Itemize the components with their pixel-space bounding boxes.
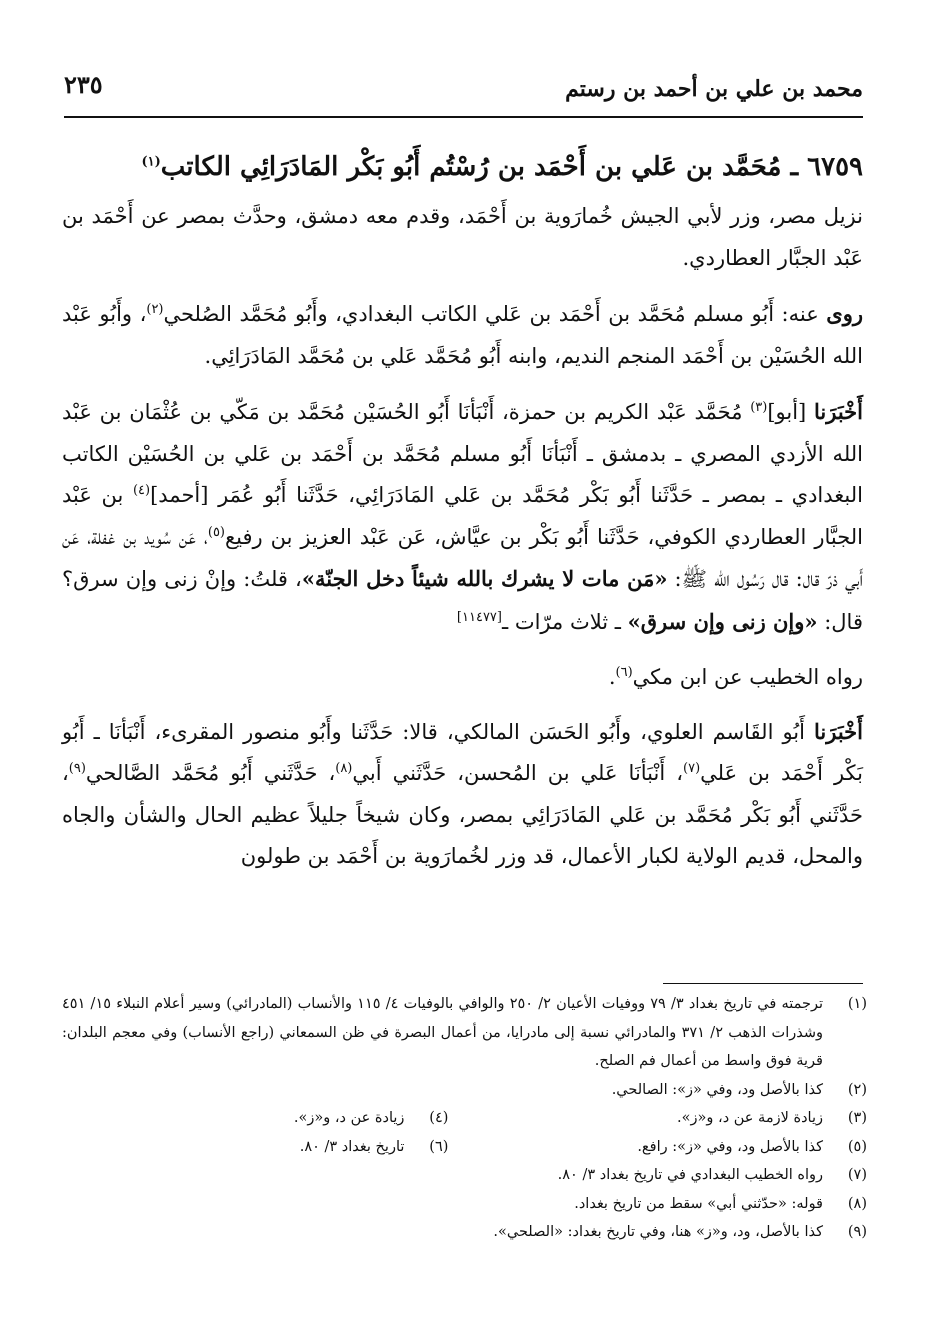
footnote-text: تاريخ بغداد ٣/ ٨٠. bbox=[299, 1138, 405, 1155]
text-segment: مُحَمَّد عَبْد الكريم بن حمزة، أَنْبَأنَا أَبُو الحُسَيْن مُحَمَّد بن مَكّي بن عُثْمَان بن عَبْد الله الأزدي المصري ـ بدمشق ـ أَنْبَأنَا أَبُو مسلم مُحَمَّد بن أَحْمَد بن عَلي بن الحُسَيْن الكاتب البغدادي ـ بمصر ـ حَدَّثَنا أَبُو بَكْر مُحَمَّد بن عَلي المَادَرَائِي، حَدَّثَنا أَبُو عُمَر [أحمد] bbox=[62, 400, 863, 507]
footnote-marker: (٥) bbox=[207, 524, 225, 540]
hadith-text: «مَن مات لا يشرك بالله شيئاً دخل الجنّة» bbox=[301, 566, 668, 591]
keyword-akhbarana: أَخْبَرَنا bbox=[814, 399, 863, 424]
keyword-akhbarana: أَخْبَرَنا bbox=[814, 718, 863, 744]
footnote-item bbox=[62, 1190, 867, 1219]
footnote-marker: (٢) bbox=[146, 302, 164, 317]
footnote-pair bbox=[62, 1133, 867, 1162]
footnote-text: كذا بالأصل ود، وفي «ز»: الصالحي. bbox=[611, 1081, 823, 1098]
footnote-number: (٦) bbox=[429, 1138, 449, 1155]
footnote-number: (٢) bbox=[847, 1081, 867, 1098]
footnote-text: كذا بالأصل، ود، و«ز» هنا، وفي تاريخ بغداد: «الصلحي». bbox=[493, 1224, 823, 1240]
text-segment: بن عَبْد الجبَّار العطاردي الكوفي، حَدَّثَنا أَبُو بَكْر بن عيَّاش، عَن عَبْد العزيز بن رفيع bbox=[62, 483, 864, 549]
footnote-number: (٣) bbox=[847, 1110, 867, 1126]
footnote-item bbox=[62, 990, 867, 1076]
footnote-number: (٧) bbox=[847, 1167, 867, 1183]
text-segment: ، أَنْبَأنَا عَلي بن المُحسن، حَدَّثَني أَبي bbox=[352, 761, 683, 785]
paragraph-riwaya: رواه الخطيب عن ابن مكي$^{(٦)}$. bbox=[608, 665, 863, 689]
footnote-number: (٤) bbox=[429, 1110, 449, 1126]
keyword-rawa: روى bbox=[826, 301, 863, 326]
footnote-number: (٥) bbox=[847, 1138, 867, 1155]
footnote-marker: (٣) bbox=[750, 400, 768, 415]
text-segment: رواه الخطيب عن ابن مكي bbox=[632, 665, 863, 689]
footnote-text: قوله: «حدّثني أبي» سقط من تاريخ بغداد. bbox=[574, 1195, 823, 1212]
main-text bbox=[62, 138, 863, 892]
footnote-marker: (٨) bbox=[335, 761, 353, 776]
footnote-text: زيادة لازمة عن د، و«ز». bbox=[677, 1110, 823, 1126]
footnote-item bbox=[62, 1133, 448, 1162]
footnote-item bbox=[62, 1161, 867, 1190]
header-rule bbox=[64, 116, 863, 118]
footnote-number: (٩) bbox=[847, 1224, 867, 1240]
paragraph-narrators bbox=[62, 293, 863, 377]
footnotes bbox=[62, 990, 867, 1247]
footnote-rule bbox=[663, 983, 863, 984]
footnote-marker: (٤) bbox=[132, 483, 151, 498]
footnote-item bbox=[62, 1104, 448, 1133]
entry-title bbox=[62, 138, 863, 196]
paragraph-isnad-2 bbox=[62, 711, 863, 878]
footnote-marker: (١) bbox=[141, 154, 161, 170]
footnote-text: ترجمته في تاريخ بغداد ٣/ ٧٩ ووفيات الأعيان ٢/ ٢٥٠ والوافي بالوفيات ٤/ ١١٥ والأنساب (المادرائي) وسير أعلام النبلاء ١٥/ ٤٥١ وشذرات الذهب ٢/ ٣٧١ والمادرائي نسبة إلى مادرايا، من أعمال البصرة في ظن السمعاني (راجع الأنساب) وفي معجم البلدان: قرية فوق واسط من أعمال فم الصلح. bbox=[62, 996, 823, 1069]
footnote-marker: (٧) bbox=[683, 761, 701, 776]
paragraph-isnad bbox=[62, 391, 863, 643]
footnote-item bbox=[448, 1104, 867, 1133]
hadith-number: [١١٤٧٧] bbox=[456, 609, 502, 625]
paragraph-biography: نزيل مصر، وزر لأبي الجيش خُمارَوية بن أَحْمَد، وقدم معه دمشق، وحدَّث بمصر عن أَحْمَد بن عَبْد الجبَّار العطاردي. bbox=[62, 204, 863, 270]
text-segment: ، حَدَّثَني أَبُو بَكْر مُحَمَّد بن عَلي المَادَرَائِي بمصر، وكان شيخاً جليلاً عظيم الحال والشأن والجاه والمحل، قديم الولاية لكبار الأعمال، قد وزر لخُمارَوية بن أَحْمَد بن طولون bbox=[62, 761, 863, 868]
footnote-item bbox=[448, 1133, 867, 1162]
footnote-text: رواه الخطيب البغدادي في تاريخ بغداد ٣/ ٨٠. bbox=[557, 1167, 823, 1183]
running-title: محمد بن علي بن أحمد بن رستم bbox=[565, 76, 863, 102]
text-segment: أَبُو القَاسم العلوي، وأَبُو الحَسَن المالكي، قالا: حَدَّثَنا وأَبُو منصور المقرىء، أَنْبَأنَا ـ أَبُو بَكْر أَحْمَد بن عَلي bbox=[62, 719, 863, 785]
footnote-text: كذا بالأصل ود، وفي «ز»: رافع. bbox=[637, 1138, 823, 1155]
text-segment: ، وأَبُو عَبْد الله الحُسَيْن بن أَحْمَد المنجم النديم، وابنه أَبُو مُحَمَّد عَلي بن مُحَمَّد المَادَرَائِي. bbox=[62, 302, 863, 368]
text-segment: ، عَن سُويد بن غفلة، عَن أَبي ذرّ قال: قال رَسُول الله ﷺ: bbox=[62, 524, 864, 591]
footnote-marker: (٩) bbox=[68, 761, 86, 776]
footnote-item bbox=[62, 1218, 867, 1247]
footnote-item bbox=[62, 1076, 867, 1105]
hadith-text: «وإن زنى وإن سرق» bbox=[627, 608, 818, 634]
page-header bbox=[64, 62, 863, 114]
footnote-number: (٨) bbox=[847, 1195, 867, 1212]
text-segment: عنه: أَبُو مسلم مُحَمَّد بن أَحْمَد بن عَلي الكاتب البغدادي، وأَبُو مُحَمَّد الصُلحي bbox=[163, 302, 819, 326]
footnote-pair bbox=[62, 1104, 867, 1133]
page-number: ٢٣٥ bbox=[64, 70, 103, 99]
text-segment: [أبو] bbox=[767, 400, 807, 424]
text-segment: ـ ثلاث مرّات ـ bbox=[502, 609, 628, 634]
text-segment: ، حَدَّثَني أَبُو مُحَمَّد الصَّالحي bbox=[85, 761, 336, 785]
footnote-number: (١) bbox=[847, 996, 867, 1012]
text-segment: ، قلتُ: وإنْ زنى وإن سرق؟ قال: bbox=[62, 567, 863, 634]
footnote-text: زيادة عن د، و«ز». bbox=[293, 1110, 405, 1126]
footnote-marker: (٦) bbox=[615, 665, 633, 680]
entry-title-text: ٦٧٥٩ ـ مُحَمَّد بن عَلي بن أَحْمَد بن رُسْتُم أَبُو بَكْر المَادَرَائِي الكاتب bbox=[160, 152, 863, 182]
